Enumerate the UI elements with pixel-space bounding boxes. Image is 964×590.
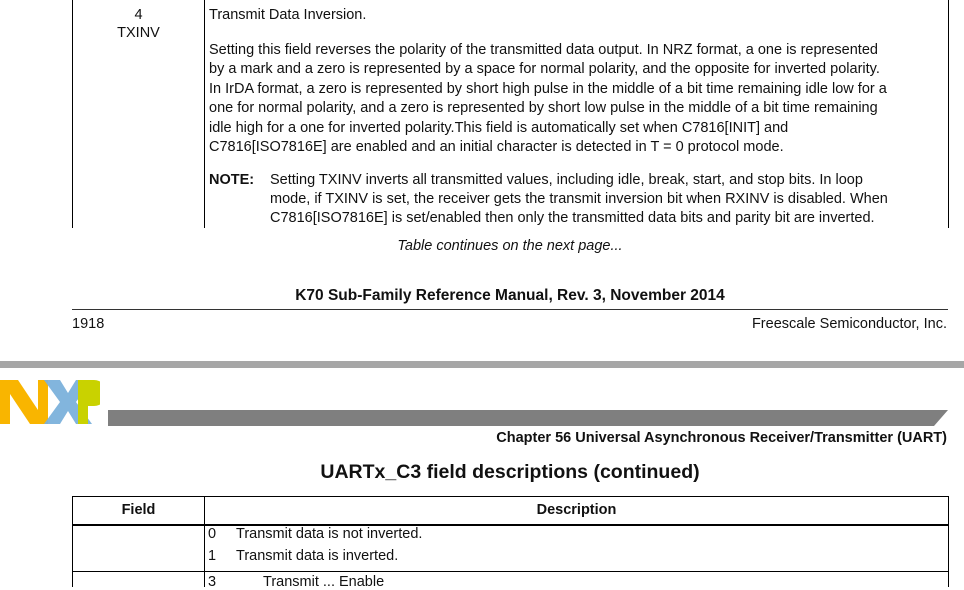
header-rule [73,524,948,526]
note-line: mode, if TXINV is set, the receiver gets the transmit inversion bit when RXINV is disabled. When [270,191,888,207]
note-line: C7816[ISO7816E] is set/enabled then only the transmitted data bits and parity bit are inverted. [270,210,875,226]
value-description: Transmit data is inverted. [236,548,399,564]
field-description-table-next [72,496,949,590]
desc-line: In IrDA format, a zero is represented by short high pulse in the middle of a bit time remaining idle low for a [209,80,887,97]
field-bit-number: 4 [134,7,143,23]
desc-line: C7816[ISO7816E] are enabled and an initial character is detected in T = 0 protocol mode. [209,139,784,156]
company-name: Freescale Semiconductor, Inc. [751,316,947,332]
table-continues-note: Table continues on the next page... [397,238,623,254]
cut-off-row-text: Transmit ... Enable [263,574,385,590]
desc-line: idle high for a one for inverted polarity.This field is automatically set when C7816[INIT] and [209,119,789,136]
page-separator [0,361,964,368]
footer-rule [72,309,948,310]
table-title: UARTx_C3 field descriptions (continued) [320,461,700,483]
column-header-field: Field [121,502,156,518]
note-text [270,171,945,228]
page-number: 1918 [72,316,105,332]
chapter-header-bar [108,410,948,426]
value-code: 0 [208,526,217,542]
value-code: 1 [208,548,217,564]
description-title: Transmit Data Inversion. [209,7,367,23]
value-description: Transmit data is not inverted. [236,526,423,542]
desc-line: by a mark and a zero is represented by a space for normal polarity, and the opposite for inverted polarity. [209,61,880,78]
column-divider [204,0,205,228]
chapter-heading: Chapter 56 Universal Asynchronous Receiver/Transmitter (UART) [496,430,947,446]
field-description-table-prev [72,0,949,228]
desc-line: one for normal polarity, and a zero is represented by short low pulse in the middle of a bit time remaining [209,100,878,117]
note-line: Setting TXINV inverts all transmitted values, including idle, break, start, and stop bits. In loop [270,172,863,188]
row-rule [73,571,948,572]
nxp-logo [0,380,100,424]
description-paragraph [209,41,944,157]
desc-line: Setting this field reverses the polarity of the transmitted data output. In NRZ format, a one is represented [209,42,878,58]
field-name: TXINV [117,25,160,41]
column-header-description: Description [536,502,617,518]
note-label: NOTE: [209,172,255,188]
cut-off-row-code: 3 [208,574,217,590]
manual-footer-title: K70 Sub-Family Reference Manual, Rev. 3, November 2014 [295,287,725,304]
